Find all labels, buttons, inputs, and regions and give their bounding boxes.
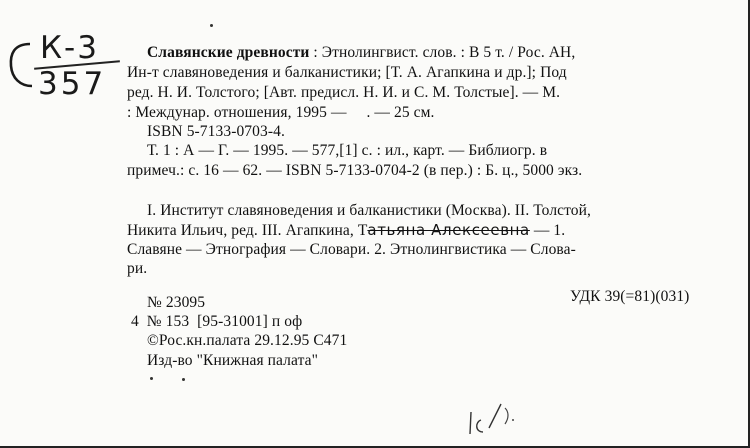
book-title: Славянские древности (147, 44, 310, 61)
handwritten-scribble (465, 398, 535, 440)
description-line-1-rest: : Этнолингвист. слов. : В 5 т. / Рос. АН, (309, 44, 576, 61)
tracing-line-2-end: — 1. (529, 222, 566, 239)
footer-line-3: ©Рос.кн.палата 29.12.95 С471 (147, 332, 348, 349)
udk-code: УДК 39(=81)(031) (570, 288, 690, 305)
tracing-line-4: ри. (127, 260, 148, 277)
speck (182, 378, 185, 381)
speck (150, 377, 153, 380)
description-line-1 (147, 44, 575, 62)
call-number-top: К-3 (40, 30, 99, 66)
tracing-line-2 (127, 221, 565, 240)
description-line-2: Ин-т славяноведения и балканистики; [Т. А. Агапкина и др.]; Под (127, 64, 567, 81)
tracing-line-3: Славяне — Этнография — Словари. 2. Этнолингвистика — Слова- (127, 241, 576, 258)
description-line-3: ред. Н. И. Толстого; [Авт. предисл. Н. И. и С. М. Толстые]. — М. (127, 84, 561, 101)
handwritten-bracket (6, 40, 36, 90)
speck (210, 24, 213, 27)
call-number-bottom: 357 (38, 66, 107, 102)
tracing-line-1: I. Институт славяноведения и балканистики (Москва). II. Толстой, (147, 202, 592, 219)
footer-line-2: 4 № 153 [95-31001] п оф (131, 313, 303, 330)
volume-line-2: примеч.: с. 16 — 62. — ISBN 5-7133-0704-2 (в пер.) : Б. ц., 5000 экз. (127, 162, 583, 179)
description-line-4: : Междунар. отношения, 1995 — . — 25 см. (127, 104, 435, 121)
tracing-line-2-start: Никита Ильич, ред. III. Агапкина, Т (127, 222, 368, 239)
volume-line-1: Т. 1 : А — Г. — 1995. — 577,[1] с. : ил., карт. — Библиогр. в (147, 142, 548, 159)
isbn-line: ISBN 5-7133-0703-4. (147, 123, 285, 140)
handwritten-name: атьяна Алексеевна (367, 221, 530, 239)
record-number: № 23095 (147, 294, 206, 311)
footer-line-4: Изд-во "Книжная палата" (147, 352, 319, 369)
